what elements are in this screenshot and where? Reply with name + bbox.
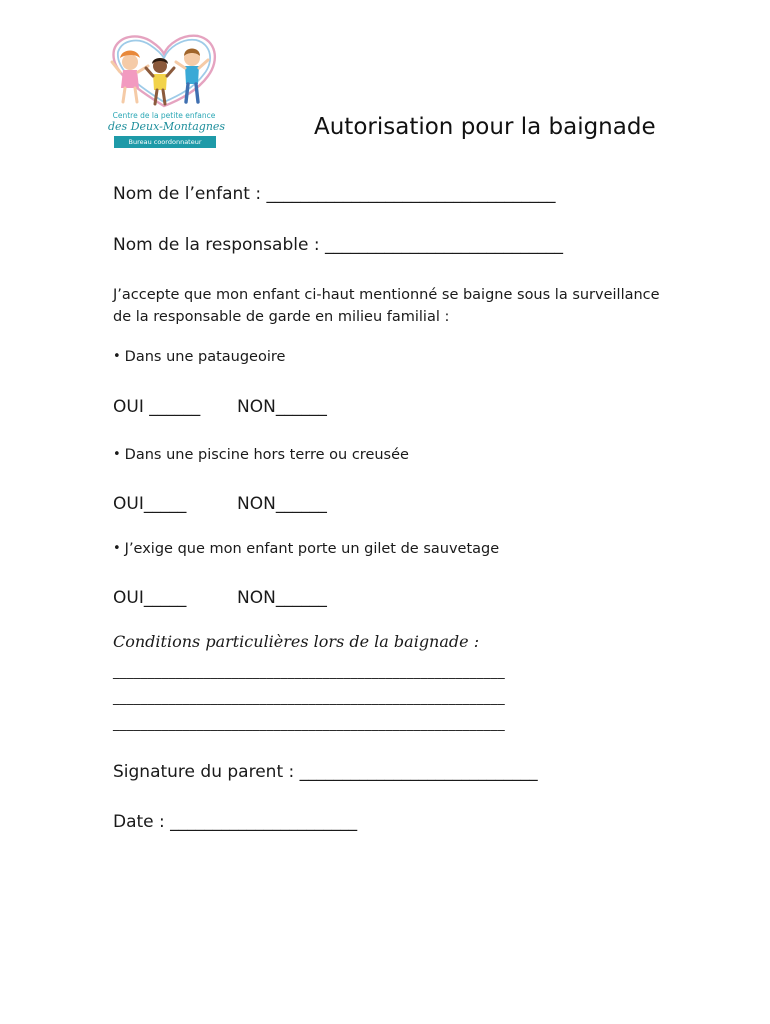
- child-name-field[interactable]: Nom de l’enfant : __________________________________: [113, 184, 556, 204]
- logo-text-line2: des Deux-Montagnes: [108, 120, 226, 133]
- option-swimming-pool: [113, 447, 409, 463]
- option-label: Dans une pataugeoire: [124, 349, 286, 365]
- oui-field[interactable]: OUI ______: [113, 397, 201, 417]
- date-field[interactable]: Date : ______________________: [113, 812, 358, 832]
- bullet-icon: •: [113, 349, 121, 364]
- children-heart-illustration: [108, 32, 220, 112]
- responsible-name-field[interactable]: Nom de la responsable : ____________________________: [113, 235, 563, 255]
- yes-no-row: [113, 588, 327, 608]
- option-label: J’exige que mon enfant porte un gilet de sauvetage: [124, 541, 500, 557]
- oui-field[interactable]: OUI_____: [113, 494, 187, 514]
- conditions-line[interactable]: ________________________________________________________: [113, 664, 505, 680]
- option-life-jacket: [113, 541, 499, 557]
- option-wading-pool: [113, 349, 285, 365]
- option-label: Dans une piscine hors terre ou creusée: [124, 447, 409, 463]
- non-field[interactable]: NON______: [237, 588, 327, 608]
- non-field[interactable]: NON______: [237, 397, 327, 417]
- daycare-logo: [108, 32, 226, 150]
- logo-banner: Bureau coordonnateur: [114, 136, 216, 148]
- parent-signature-field[interactable]: Signature du parent : ____________________________: [113, 762, 538, 782]
- logo-text-line1: Centre de la petite enfance: [112, 111, 216, 120]
- yes-no-row: [113, 397, 327, 417]
- consent-paragraph: J’accepte que mon enfant ci-haut mentionné se baigne sous la surveillance de la responsable de garde en milieu familial :: [113, 287, 660, 325]
- yes-no-row: [113, 494, 327, 514]
- conditions-line[interactable]: ________________________________________________________: [113, 690, 505, 706]
- oui-field[interactable]: OUI_____: [113, 588, 187, 608]
- conditions-line[interactable]: ________________________________________________________: [113, 716, 505, 732]
- non-field[interactable]: NON______: [237, 494, 327, 514]
- bullet-icon: •: [113, 447, 121, 462]
- form-title: Autorisation pour la baignade: [314, 114, 656, 140]
- conditions-heading: Conditions particulières lors de la baignade :: [113, 632, 480, 651]
- bullet-icon: •: [113, 541, 121, 556]
